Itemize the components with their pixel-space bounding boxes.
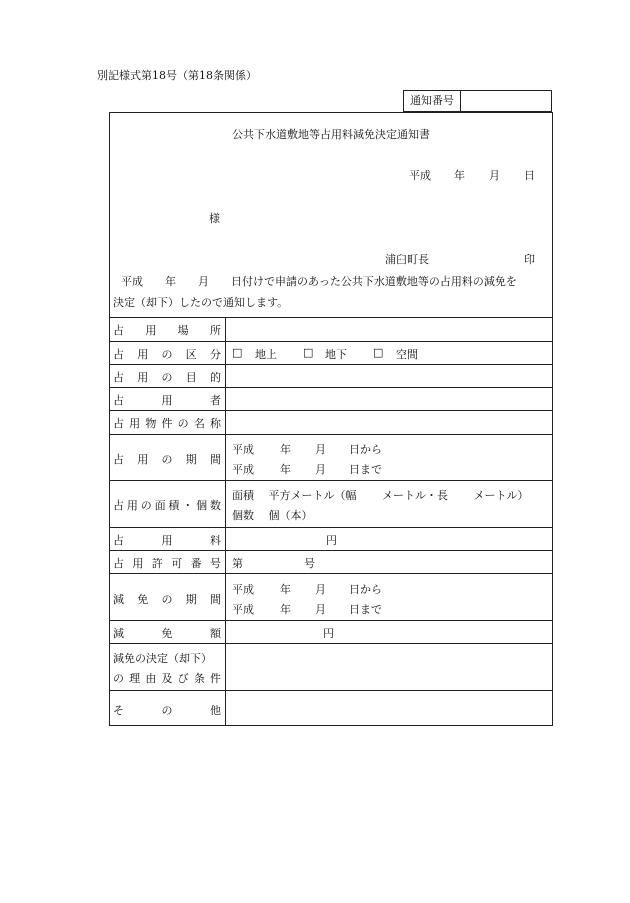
area-count-label: 占用の面積・個数 (113, 499, 221, 512)
notice-number-box (403, 90, 552, 112)
period-from-era: 平成 (232, 443, 254, 456)
occupy-place-label: 占用場所 (113, 324, 221, 337)
period-to-year: 年 (280, 463, 291, 476)
permit-number-suffix: 号 (304, 557, 315, 570)
count-line: 個数 個（本） (232, 509, 313, 522)
checkbox-air[interactable]: □ (373, 346, 384, 359)
option-air-label: 空間 (396, 348, 418, 361)
reduce-to-day: 日まで (349, 603, 382, 616)
reason-label-line1: 減免の決定（却下） (113, 652, 212, 665)
body-text-line2: 決定（却下）したので通知します。 (113, 296, 289, 309)
row-divider (109, 434, 553, 435)
row-divider (109, 573, 553, 574)
date-era: 平成 (409, 169, 431, 182)
reduce-amount-label: 減免額 (113, 627, 221, 640)
row-divider (109, 341, 553, 342)
reduce-from-month: 月 (315, 583, 326, 596)
date-month: 月 (489, 169, 500, 182)
occupant-label: 占用者 (113, 394, 221, 407)
permit-number-prefix: 第 (232, 557, 243, 570)
row-divider (109, 387, 553, 388)
reduce-to-month: 月 (315, 603, 326, 616)
table-top-border (109, 317, 553, 318)
occupy-purpose-label: 占用の目的 (113, 371, 221, 384)
form-number-label: 別記様式第18号（第18条関係） (97, 69, 257, 82)
occupy-period-label: 占用の期間 (113, 453, 221, 466)
other-label: その他 (113, 704, 221, 717)
row-divider (109, 643, 553, 644)
row-divider (109, 550, 553, 551)
reduce-amount-unit: 円 (323, 627, 334, 640)
row-divider (109, 690, 553, 691)
period-from-month: 月 (315, 443, 326, 456)
row-divider (109, 480, 553, 481)
row-divider (109, 527, 553, 528)
occupy-class-label: 占用の区分 (113, 348, 221, 361)
document-title: 公共下水道敷地等占用料減免決定通知書 (232, 128, 430, 141)
fee-label: 占用料 (113, 534, 221, 547)
period-to-month: 月 (315, 463, 326, 476)
seal-mark: 印 (524, 253, 535, 266)
object-name-label: 占用物件の名称 (113, 417, 221, 430)
date-day: 日 (524, 169, 535, 182)
permit-number-label: 占用許可番号 (113, 557, 221, 570)
issuer-name: 浦臼町長 (385, 253, 429, 266)
checkbox-underground[interactable]: □ (303, 346, 314, 359)
option-underground-label: 地下 (325, 348, 347, 361)
notice-number-label: 通知番号 (404, 91, 461, 111)
period-from-year: 年 (280, 443, 291, 456)
reduce-period-label: 減免の期間 (113, 593, 221, 606)
body-text-line1: 平成 年 月 日付けで申請のあった公共下水道敷地等の占用料の減免を (110, 275, 517, 288)
reduce-to-year: 年 (280, 603, 291, 616)
reason-label-line2: の理由及び条件 (113, 672, 221, 685)
reduce-from-year: 年 (280, 583, 291, 596)
table-column-divider (225, 317, 226, 726)
area-line: 面積 平方メートル（幅 メートル・長 メートル） (232, 489, 529, 502)
date-year: 年 (454, 169, 465, 182)
row-divider (109, 364, 553, 365)
period-from-day: 日から (349, 443, 382, 456)
fee-unit: 円 (326, 534, 337, 547)
period-to-era: 平成 (232, 463, 254, 476)
addressee-suffix: 様 (209, 212, 220, 225)
reduce-to-era: 平成 (232, 603, 254, 616)
reduce-from-era: 平成 (232, 583, 254, 596)
option-ground-label: 地上 (255, 348, 277, 361)
row-divider (109, 620, 553, 621)
reduce-from-day: 日から (349, 583, 382, 596)
checkbox-ground[interactable]: □ (232, 346, 243, 359)
row-divider (109, 410, 553, 411)
period-to-day: 日まで (349, 463, 382, 476)
